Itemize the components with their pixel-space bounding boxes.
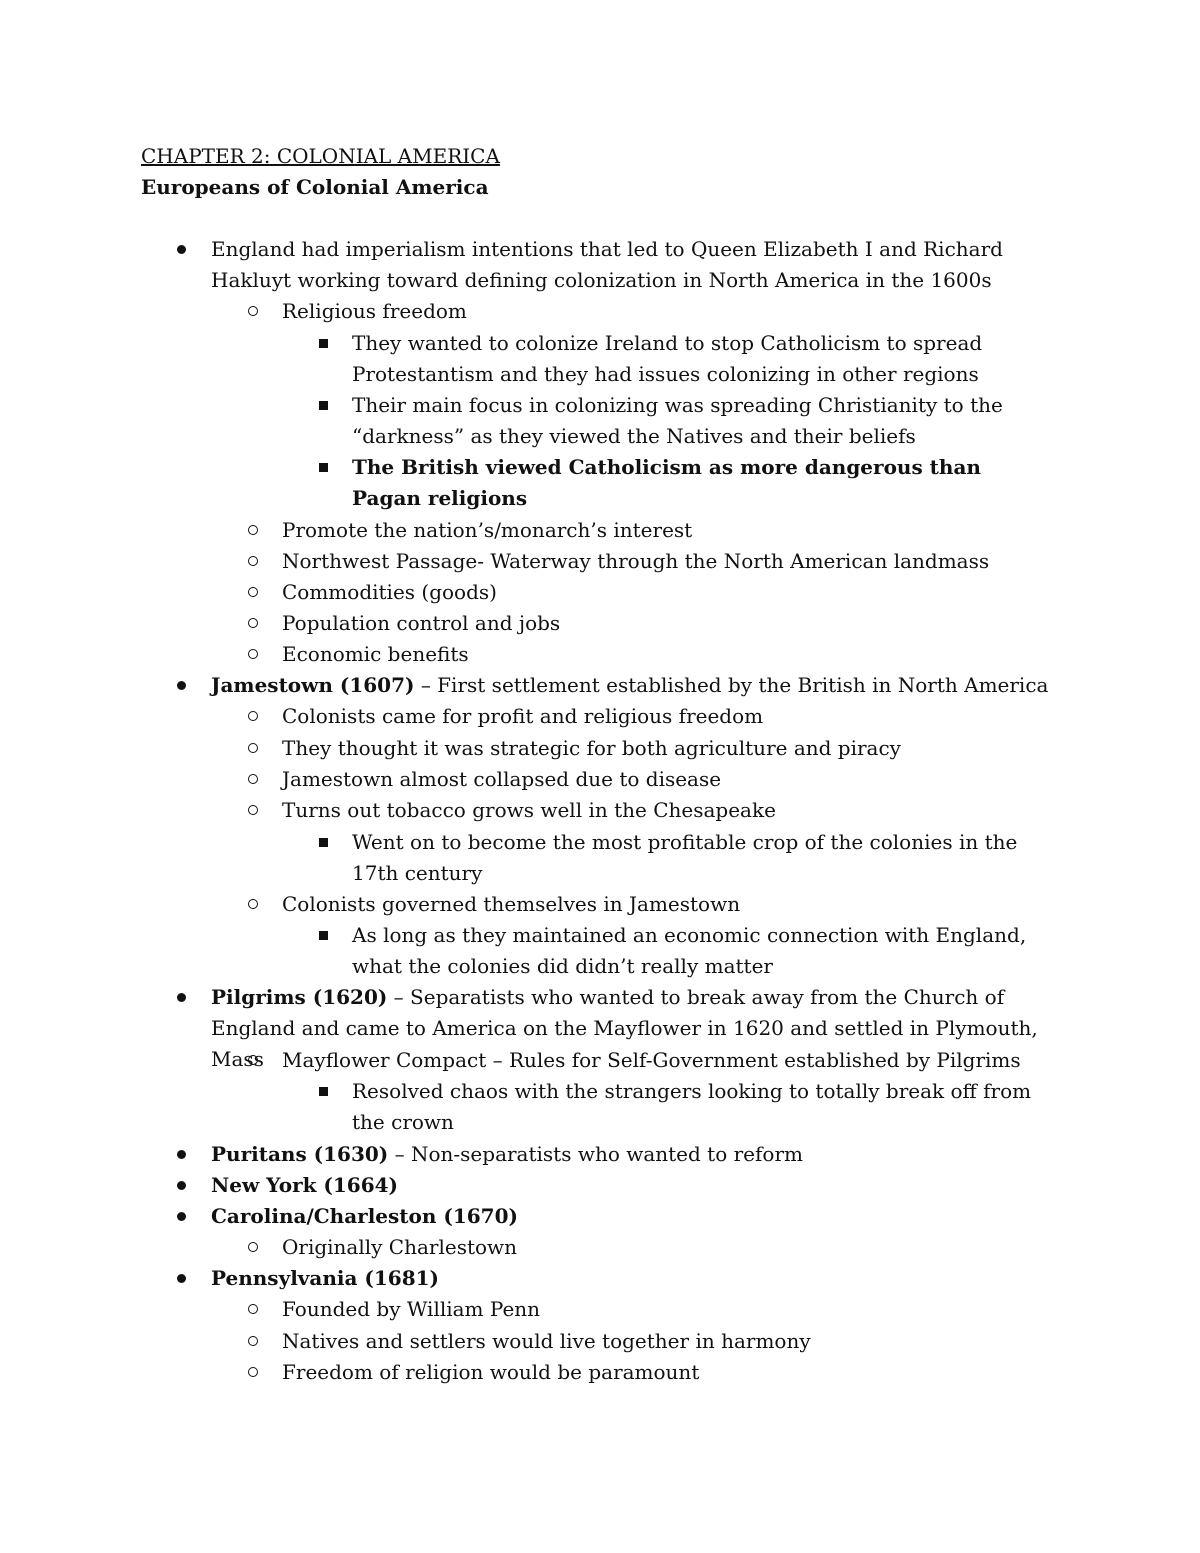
list-item — [211, 234, 1051, 296]
bullet-circle-icon — [248, 649, 258, 659]
item-text: – First settlement established by the British in North America — [414, 673, 1049, 697]
bullet-square-icon — [319, 339, 328, 348]
item-text: Population control and jobs — [282, 611, 561, 635]
item-text: Economic benefits — [282, 642, 469, 666]
bullet-disc-icon — [177, 1212, 186, 1221]
bullet-circle-icon — [248, 1336, 258, 1346]
list-item — [211, 1263, 1051, 1294]
item-text: Went on to become the most profitable crop of the colonies in the 17th century — [352, 830, 1018, 886]
bullet-circle-icon — [248, 306, 258, 316]
bullet-circle-icon — [248, 1304, 258, 1314]
bullet-circle-icon — [248, 1367, 258, 1377]
list-item — [282, 795, 1052, 826]
item-text: They wanted to colonize Ireland to stop Catholicism to spread Protestantism and they had issues colonizing in other regions — [352, 331, 983, 387]
item-text: Colonists came for profit and religious freedom — [282, 704, 764, 728]
item-text: England had imperialism intentions that led to Queen Elizabeth I and Richard Hakluyt working toward defining colonization in North America in the 1600s — [211, 237, 1003, 293]
item-bold-text: Jamestown (1607) — [211, 673, 415, 697]
item-bold-text: New York (1664) — [211, 1173, 399, 1197]
list-item — [282, 1357, 1052, 1388]
list-item — [352, 328, 1052, 390]
bullet-disc-icon — [177, 1181, 186, 1190]
item-text: Promote the nation’s/monarch’s interest — [282, 518, 693, 542]
item-text: Mayflower Compact – Rules for Self-Government established by Pilgrims — [282, 1048, 1021, 1072]
item-text: Resolved chaos with the strangers looking to totally break off from the crown — [352, 1079, 1032, 1135]
bullet-circle-icon — [248, 556, 258, 566]
list-item — [282, 577, 1052, 608]
section-heading: Europeans of Colonial America — [141, 175, 489, 199]
bullet-disc-icon — [177, 681, 186, 690]
item-text: Colonists governed themselves in Jamestown — [282, 892, 741, 916]
list-item — [282, 639, 1052, 670]
bullet-square-icon — [319, 838, 328, 847]
item-text: – Separatists who wanted to break away from the Church of England and came to America on the Mayflower in 1620 and settled in Plymouth, Mass — [211, 985, 1038, 1072]
item-text: The British viewed Catholicism as more dangerous than Pagan religions — [352, 455, 981, 511]
list-item — [352, 390, 1052, 452]
bullet-square-icon — [319, 931, 328, 940]
bullet-circle-icon — [248, 525, 258, 535]
item-text: Religious freedom — [282, 299, 467, 323]
item-text: Freedom of religion would be paramount — [282, 1360, 700, 1384]
list-item — [282, 889, 1052, 920]
item-text: Their main focus in colonizing was spreading Christianity to the “darkness” as they viewed the Natives and their beliefs — [352, 393, 1003, 449]
list-item — [282, 515, 1052, 546]
item-text: – Non-separatists who wanted to reform — [388, 1142, 803, 1166]
bullet-circle-icon — [248, 618, 258, 628]
item-text: Originally Charlestown — [282, 1235, 518, 1259]
list-item — [282, 1326, 1052, 1357]
item-text: Founded by William Penn — [282, 1297, 541, 1321]
bullet-circle-icon — [248, 587, 258, 597]
bullet-square-icon — [319, 1087, 328, 1096]
item-text: Natives and settlers would live together in harmony — [282, 1329, 811, 1353]
list-item — [282, 608, 1052, 639]
page-title: CHAPTER 2: COLONIAL AMERICA — [141, 144, 500, 168]
list-item — [282, 733, 1052, 764]
list-item — [282, 1294, 1052, 1325]
item-text: As long as they maintained an economic connection with England, what the colonies did didn’t really matter — [352, 923, 1027, 979]
bullet-circle-icon — [248, 1055, 258, 1065]
item-text: Jamestown almost collapsed due to disease — [282, 767, 722, 791]
item-text: They thought it was strategic for both agriculture and piracy — [282, 736, 901, 760]
item-bold-text: Carolina/Charleston (1670) — [211, 1204, 518, 1228]
list-item — [282, 1232, 1052, 1263]
bullet-circle-icon — [248, 743, 258, 753]
bullet-disc-icon — [177, 1274, 186, 1283]
list-item — [282, 546, 1052, 577]
list-item — [211, 1170, 1051, 1201]
bullet-square-icon — [319, 463, 328, 472]
list-item — [282, 296, 1052, 327]
list-item — [352, 920, 1052, 982]
list-item — [282, 701, 1052, 732]
bullet-circle-icon — [248, 805, 258, 815]
item-bold-text: Pilgrims (1620) — [211, 985, 388, 1009]
item-bold-text: Puritans (1630) — [211, 1142, 389, 1166]
list-item — [352, 827, 1052, 889]
list-item — [352, 1076, 1052, 1138]
item-text: Turns out tobacco grows well in the Chesapeake — [282, 798, 776, 822]
list-item — [211, 1139, 1051, 1170]
bullet-disc-icon — [177, 245, 186, 254]
bullet-square-icon — [319, 401, 328, 410]
item-text: Commodities (goods) — [282, 580, 497, 604]
item-bold-text: Pennsylvania (1681) — [211, 1266, 440, 1290]
bullet-disc-icon — [177, 993, 186, 1002]
list-item — [352, 452, 1052, 514]
list-item — [282, 1045, 1052, 1076]
list-item — [282, 764, 1052, 795]
bullet-circle-icon — [248, 774, 258, 784]
bullet-circle-icon — [248, 1242, 258, 1252]
bullet-disc-icon — [177, 1150, 186, 1159]
bullet-circle-icon — [248, 711, 258, 721]
list-item — [211, 670, 1051, 701]
list-item — [211, 1201, 1051, 1232]
bullet-circle-icon — [248, 899, 258, 909]
item-text: Northwest Passage- Waterway through the North American landmass — [282, 549, 990, 573]
